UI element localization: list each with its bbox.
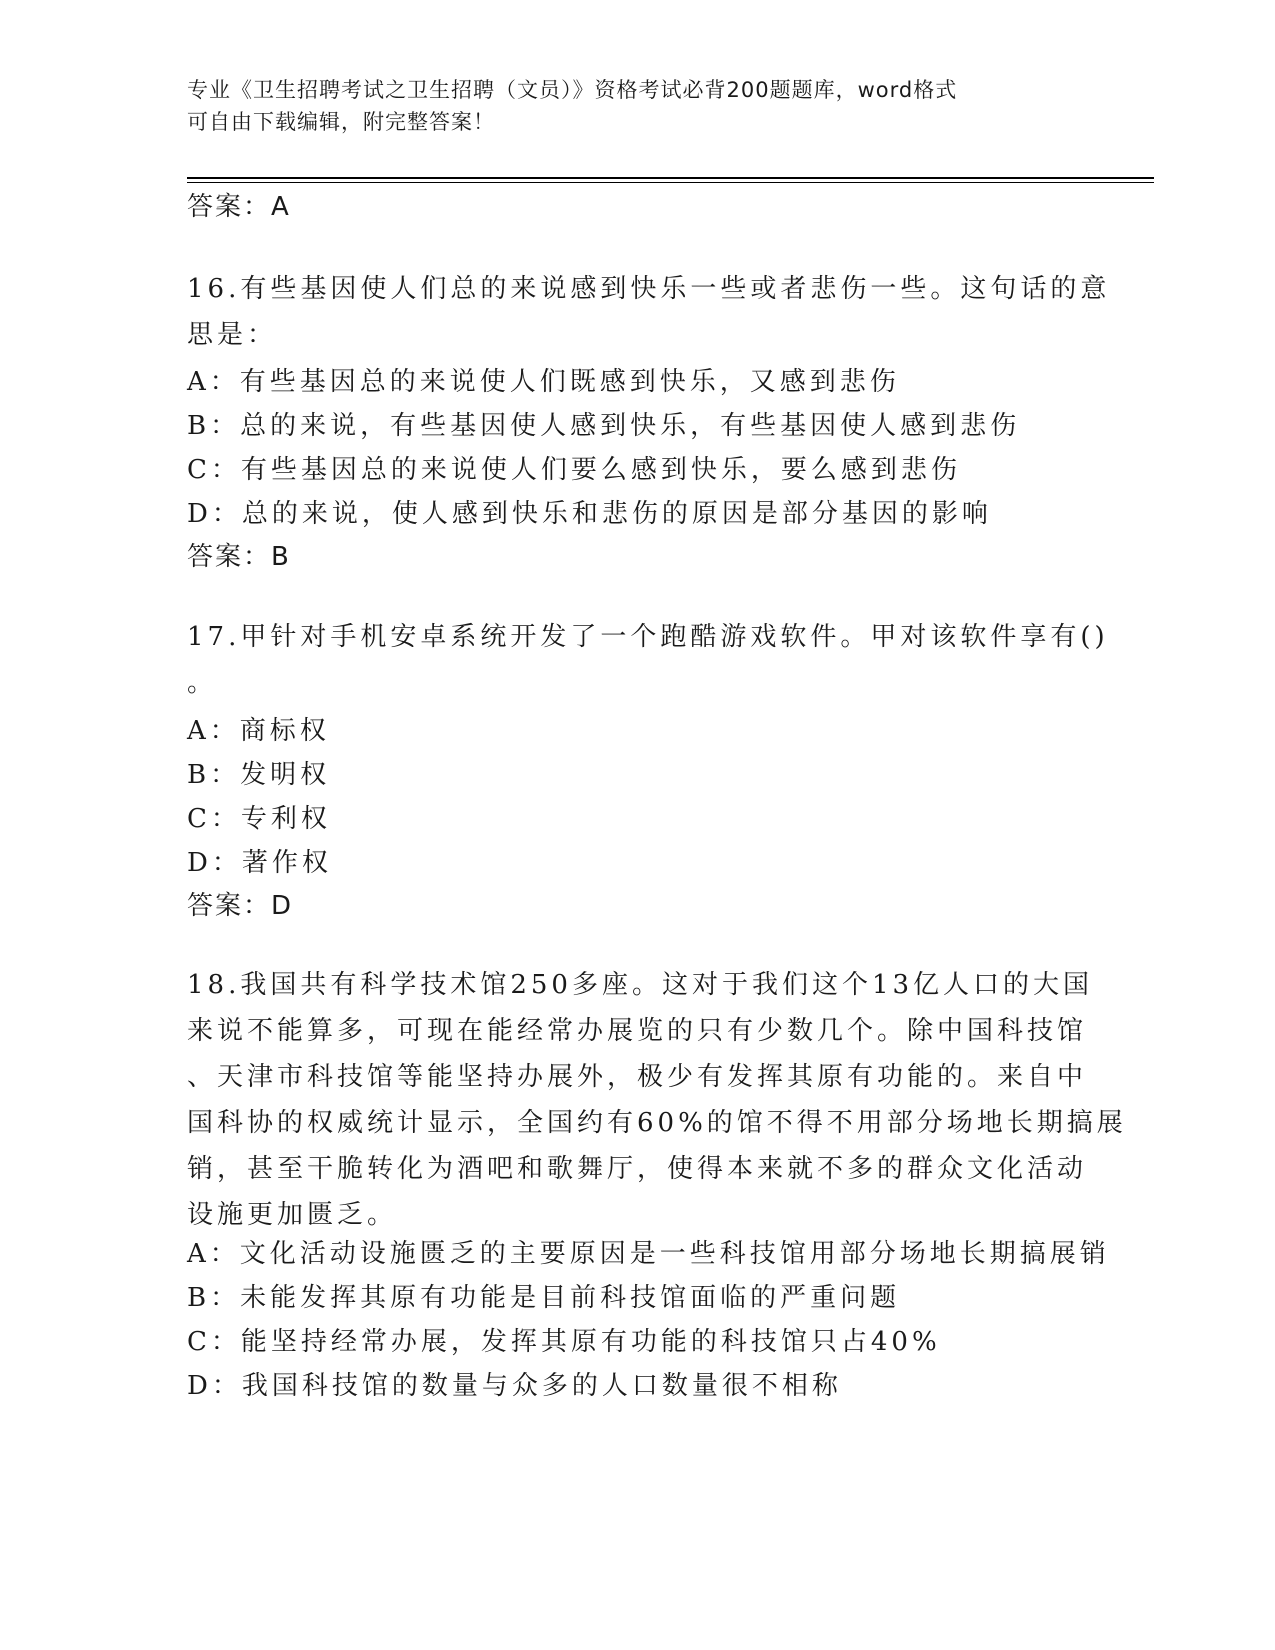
question-line: 思是： [187,320,278,350]
question-line: 销，甚至干脆转化为酒吧和歌舞厅，使得本来就不多的群众文化活动 [187,1154,1088,1184]
question-17-answer: 答案：D [187,891,294,921]
question-16-text [187,266,1111,358]
question-line: 国科协的权威统计显示，全国约有60%的馆不得不用部分场地长期搞展 [187,1108,1127,1138]
question-18-option-a: A：文化活动设施匮乏的主要原因是一些科技馆用部分场地长期搞展销 [187,1239,1110,1269]
question-line: 来说不能算多，可现在能经常办展览的只有少数几个。除中国科技馆 [187,1016,1088,1046]
question-18-option-d: D：我国科技馆的数量与众多的人口数量很不相称 [187,1371,842,1401]
question-16-option-a: A：有些基因总的来说使人们既感到快乐，又感到悲伤 [187,367,900,397]
question-line: 18.我国共有科学技术馆250多座。这对于我们这个13亿人口的大国 [187,970,1094,1000]
question-17-option-d: D：著作权 [187,848,332,878]
header-line-1: 专业《卫生招聘考试之卫生招聘（文员）》资格考试必背200题题库，word格式 [187,78,958,102]
page-header [187,74,1067,138]
question-18-text [187,962,1127,1238]
question-line: 设施更加匮乏。 [187,1200,398,1230]
question-16-option-b: B：总的来说，有些基因使人感到快乐，有些基因使人感到悲伤 [187,411,1021,441]
question-17-option-b: B：发明权 [187,760,331,790]
question-18-option-c: C：能坚持经常办展，发挥其原有功能的科技馆只占40% [187,1327,941,1357]
question-line: 16.有些基因使人们总的来说感到快乐一些或者悲伤一些。这句话的意 [187,274,1111,304]
question-18-option-b: B：未能发挥其原有功能是目前科技馆面临的严重问题 [187,1283,901,1313]
header-divider-thin [187,182,1154,183]
question-16-answer: 答案：B [187,542,291,572]
question-line: 。 [187,668,218,698]
question-16-option-c: C：有些基因总的来说使人们要么感到快乐，要么感到悲伤 [187,455,961,485]
question-17-text [187,614,1109,706]
question-line: 、天津市科技馆等能坚持办展外，极少有发挥其原有功能的。来自中 [187,1062,1088,1092]
header-line-2: 可自由下载编辑，附完整答案！ [187,110,495,134]
question-line: 17.甲针对手机安卓系统开发了一个跑酷游戏软件。甲对该软件享有() [187,622,1109,652]
header-divider [187,177,1154,179]
question-17-option-c: C：专利权 [187,804,331,834]
question-16-option-d: D：总的来说，使人感到快乐和悲伤的原因是部分基因的影响 [187,499,992,529]
answer-label: 答案：A [187,192,291,222]
question-17-option-a: A：商标权 [187,716,330,746]
